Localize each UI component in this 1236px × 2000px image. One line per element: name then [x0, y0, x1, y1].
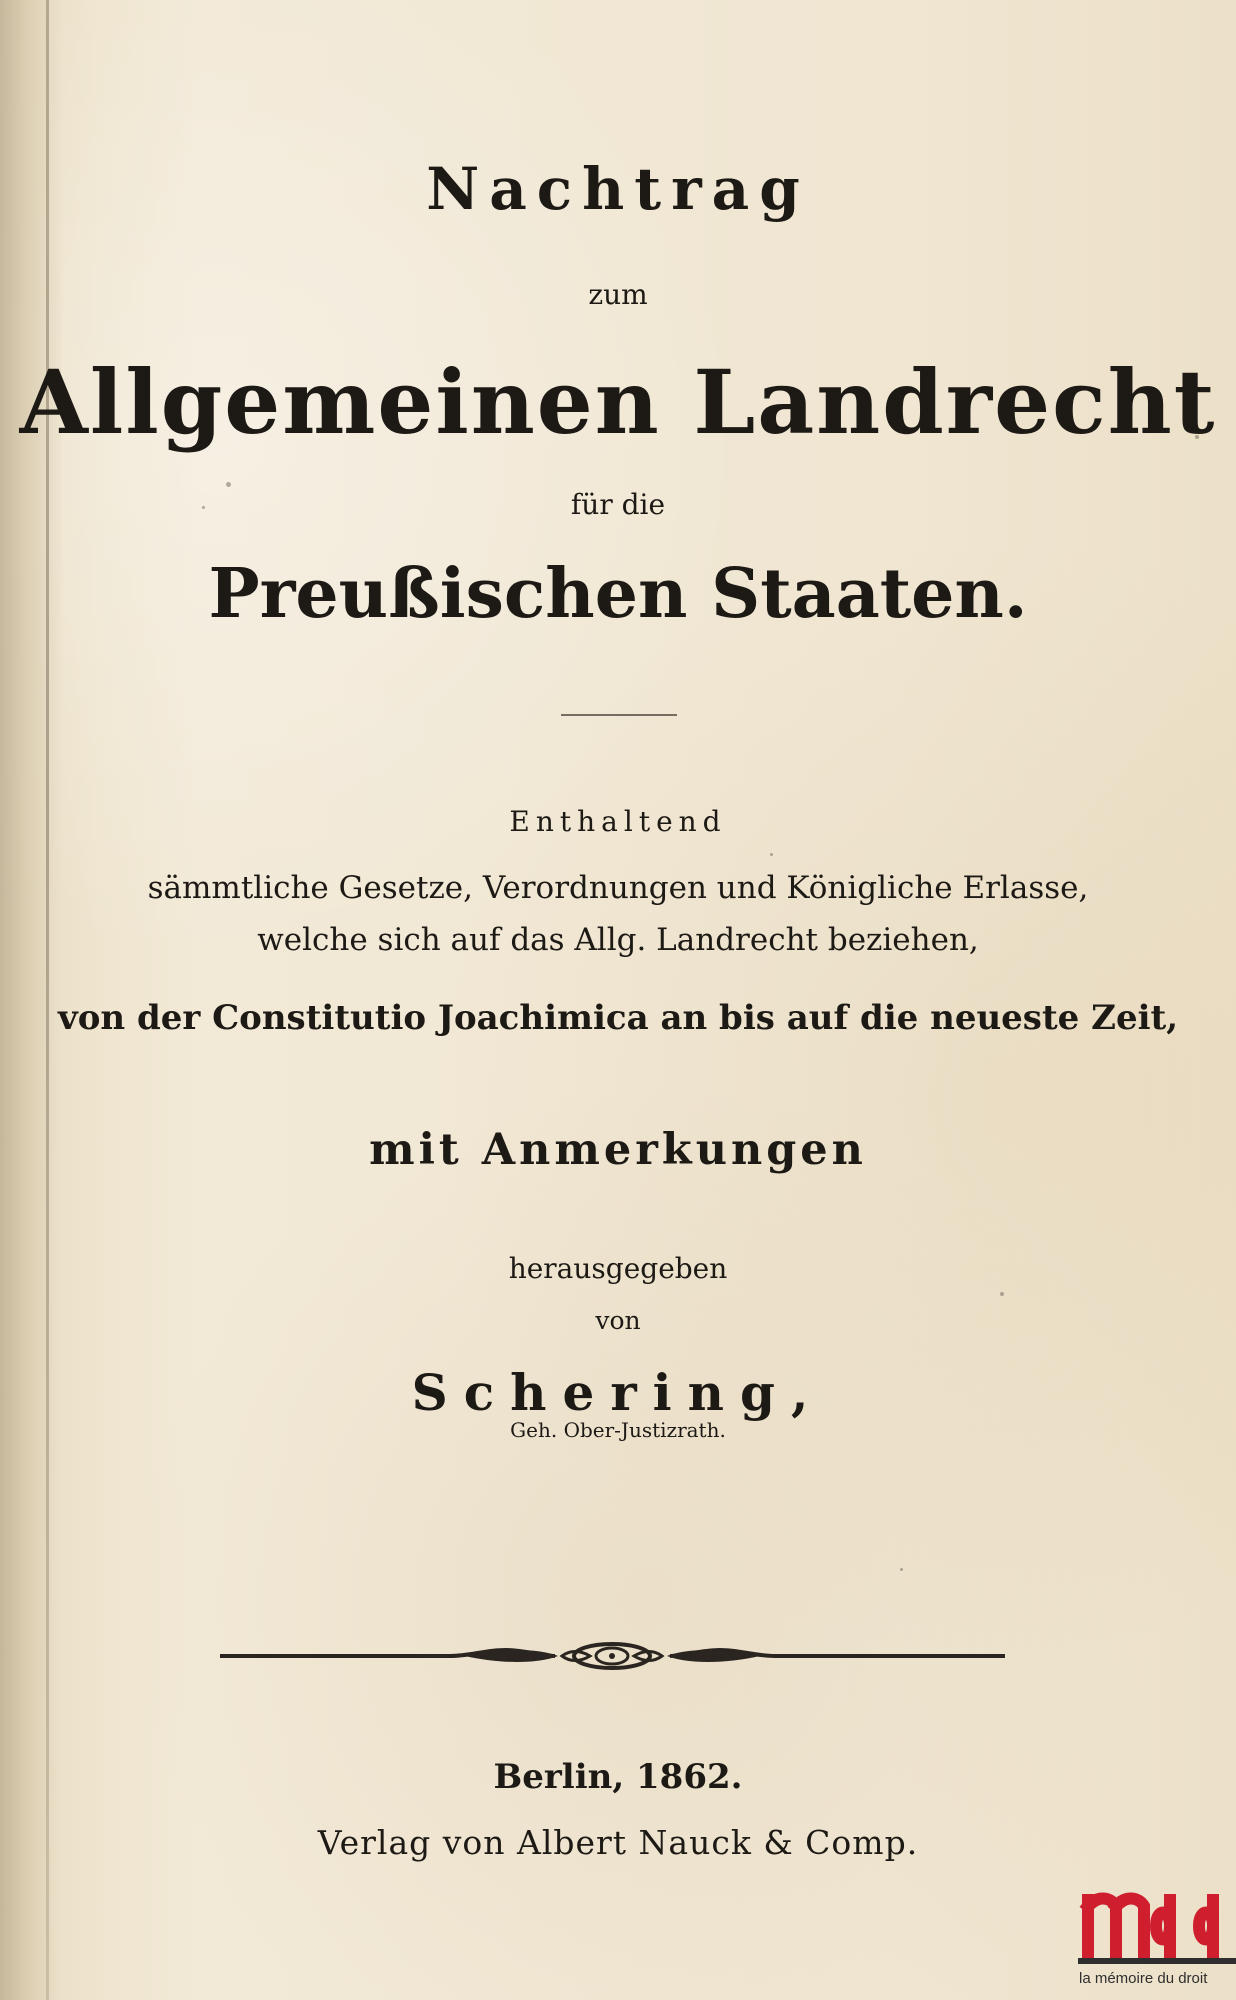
document-description-line-1: sämmtliche Gesetze, Verordnungen und Königliche Erlasse,: [147, 870, 1089, 906]
ornamental-divider: [220, 1632, 1005, 1682]
document-subtitle: Preußischen Staaten.: [208, 554, 1028, 634]
document-fuer-die: für die: [570, 488, 666, 521]
mdd-logo: [1078, 1888, 1236, 2000]
document-header: Nachtrag: [426, 155, 810, 223]
document-zum: zum: [588, 278, 648, 311]
document-herausgegeben: herausgegeben: [508, 1252, 728, 1285]
document-description-line-3: von der Constitutio Joachimica an bis auf die neueste Zeit,: [57, 998, 1179, 1038]
document-description-line-2: welche sich auf das Allg. Landrecht beziehen,: [257, 922, 979, 958]
document-von: von: [595, 1306, 641, 1335]
document-annotation-line: mit Anmerkungen: [369, 1125, 867, 1175]
document-enthaltend: Enthaltend: [509, 805, 727, 838]
document-author: Schering,: [411, 1363, 825, 1422]
document-main-title: Allgemeinen Landrecht: [19, 350, 1217, 454]
document-publisher: Verlag von Albert Nauck & Comp.: [317, 1823, 919, 1862]
mdd-logo-subtitle: la mémoire du droit: [1079, 1970, 1208, 1987]
document-author-role: Geh. Ober-Justizrath.: [510, 1418, 726, 1442]
mdd-logo-mark: [1078, 1888, 1236, 1970]
title-divider: [561, 714, 677, 716]
document-city-year: Berlin, 1862.: [493, 1757, 743, 1797]
